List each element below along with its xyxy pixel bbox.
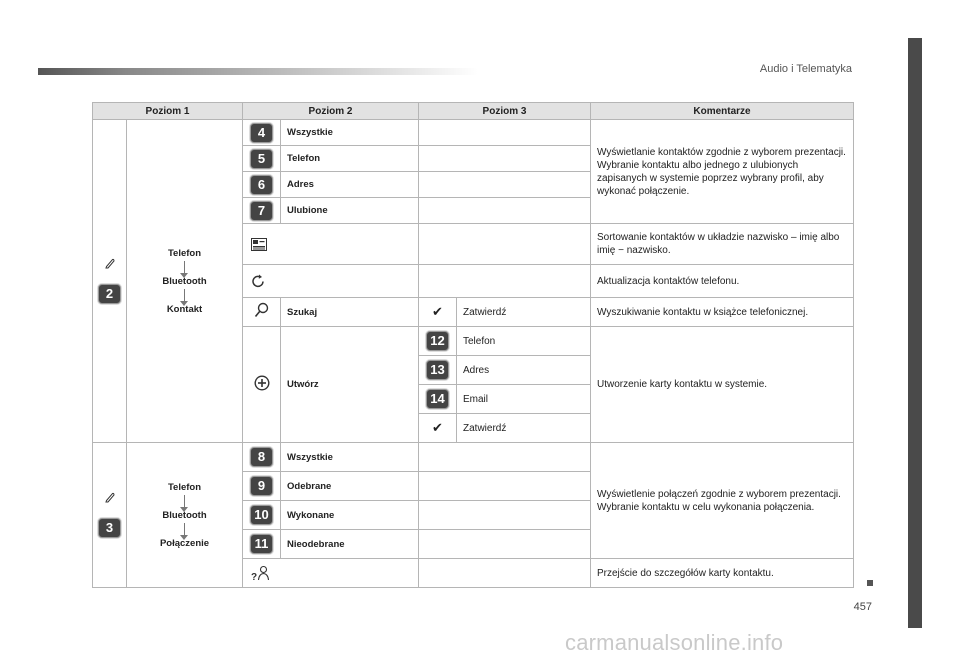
page-number: 457 xyxy=(853,601,872,613)
nav-kontakt: Kontakt xyxy=(166,303,203,315)
header-comments: Komentarze xyxy=(591,103,854,120)
item-badge: 5 xyxy=(250,149,273,169)
item-badge: 10 xyxy=(250,505,273,525)
comment-search: Wyszukiwanie kontaktu w książce telefonicznej. xyxy=(591,298,854,327)
arrow-down-icon xyxy=(184,261,185,274)
menu-missed[interactable]: Nieodebrane xyxy=(281,530,419,559)
comment-details: Przejście do szczegółów karty kontaktu. xyxy=(591,559,854,588)
item-badge: 9 xyxy=(250,476,273,496)
item-badge: 14 xyxy=(426,389,449,409)
side-bar xyxy=(908,38,922,628)
item-badge: 7 xyxy=(250,201,273,221)
menu-all[interactable]: Wszystkie xyxy=(281,120,419,146)
create-email[interactable]: Email xyxy=(457,385,591,414)
nav-bluetooth: Bluetooth xyxy=(162,509,207,521)
header-title: Audio i Telematyka xyxy=(759,63,852,75)
refresh-icon[interactable] xyxy=(251,274,412,289)
header-level2: Poziom 2 xyxy=(243,103,419,120)
menu-phone[interactable]: Telefon xyxy=(281,146,419,172)
level-badge: 2 xyxy=(98,284,121,304)
sort-icon[interactable] xyxy=(251,238,412,251)
check-icon[interactable]: ✔ xyxy=(432,303,443,319)
header-bar xyxy=(38,68,478,75)
section-a-icon-cell xyxy=(93,120,127,443)
create-confirm[interactable]: Zatwierdź xyxy=(457,414,591,443)
comment-refresh: Aktualizacja kontaktów telefonu. xyxy=(591,265,854,298)
watermark: carmanualsonline.info xyxy=(565,630,784,655)
menu-table xyxy=(92,102,854,588)
menu-favorites[interactable]: Ulubione xyxy=(281,198,419,224)
nav-bluetooth: Bluetooth xyxy=(162,275,207,287)
phone-icon xyxy=(104,492,116,504)
table-header xyxy=(93,103,854,120)
comment-calls: Wyświetlenie połączeń zgodnie z wyborem prezentacji. Wybranie kontaktu w celu wykonania połączenia. xyxy=(591,443,854,559)
menu-create[interactable]: Utwórz xyxy=(281,327,419,443)
nav-telefon: Telefon xyxy=(167,481,202,493)
arrow-down-icon xyxy=(184,523,185,536)
comment-contacts: Wyświetlanie kontaktów zgodnie z wyborem prezentacji. Wybranie kontaktu albo jednego z ulubionych zapisanych w systemie poprzez wybrany profil, aby wykonać połączenie. xyxy=(591,120,854,224)
create-address[interactable]: Adres xyxy=(457,356,591,385)
contact-details-icon[interactable] xyxy=(251,565,412,582)
table-row xyxy=(93,120,854,146)
section-b-icon-cell xyxy=(93,443,127,588)
nav-telefon: Telefon xyxy=(167,247,202,259)
menu-received[interactable]: Odebrane xyxy=(281,472,419,501)
table-row xyxy=(93,443,854,472)
comment-create: Utworzenie karty kontaktu w systemie. xyxy=(591,327,854,443)
page-marker xyxy=(867,580,873,586)
search-icon[interactable] xyxy=(254,302,269,318)
item-badge: 6 xyxy=(250,175,273,195)
menu-address[interactable]: Adres xyxy=(281,172,419,198)
level-badge: 3 xyxy=(98,518,121,538)
section-a-nav xyxy=(127,120,243,443)
item-badge: 8 xyxy=(250,447,273,467)
nav-connection: Połączenie xyxy=(159,537,210,549)
add-icon[interactable] xyxy=(254,375,270,391)
item-badge: 13 xyxy=(426,360,449,380)
search-confirm[interactable]: Zatwierdź xyxy=(457,298,591,327)
item-badge: 12 xyxy=(426,331,449,351)
comment-sort: Sortowanie kontaktów w układzie nazwisko – imię albo imię − nazwisko. xyxy=(591,224,854,265)
menu-dialed[interactable]: Wykonane xyxy=(281,501,419,530)
item-badge: 11 xyxy=(250,534,273,554)
create-phone[interactable]: Telefon xyxy=(457,327,591,356)
phone-icon xyxy=(104,258,116,270)
menu-all-calls[interactable]: Wszystkie xyxy=(281,443,419,472)
svg-text:?: ? xyxy=(251,571,258,582)
check-icon[interactable]: ✔ xyxy=(432,419,443,435)
section-b-nav xyxy=(127,443,243,588)
menu-search[interactable]: Szukaj xyxy=(281,298,419,327)
item-badge: 4 xyxy=(250,123,273,143)
arrow-down-icon xyxy=(184,495,185,508)
header-level3: Poziom 3 xyxy=(419,103,591,120)
arrow-down-icon xyxy=(184,289,185,302)
header-level1: Poziom 1 xyxy=(93,103,243,120)
